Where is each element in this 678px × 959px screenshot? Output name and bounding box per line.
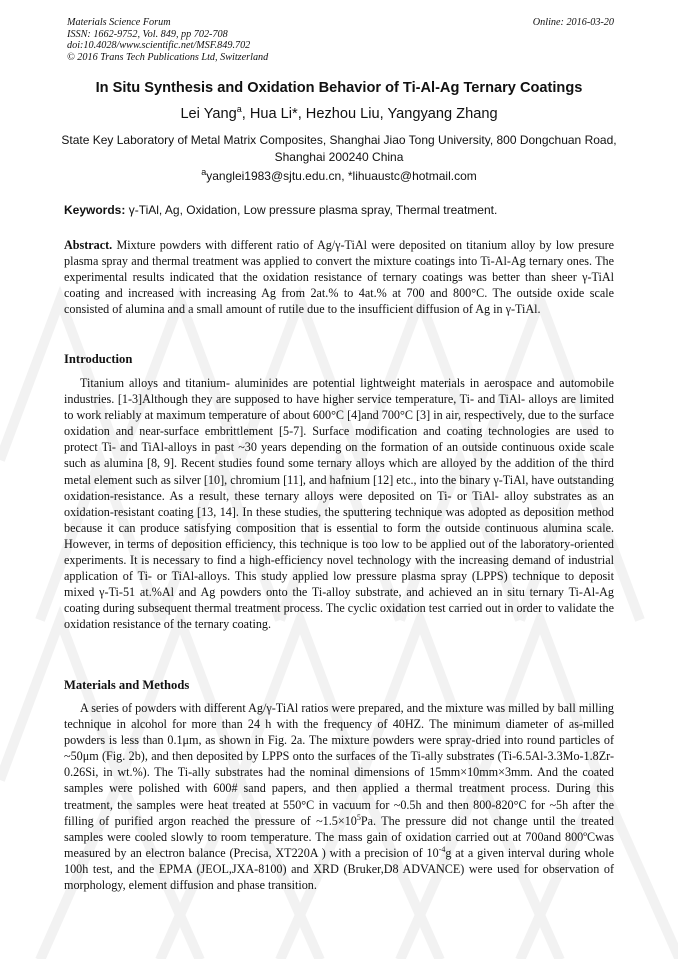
issn-line: ISSN: 1662-9752, Vol. 849, pp 702-708 xyxy=(67,28,228,40)
journal-header xyxy=(67,17,614,63)
methods-text-c: g at a given interval during whole 100h test, and the EPMA (JEOL,JXA-8100) and XRD (Bruker,D8 ADVANCE) were used for observation of morphology, element diffusion and phase transition. xyxy=(64,845,614,893)
email-text: yanglei1983@sjtu.edu.cn, *lihuaustc@hotmail.com xyxy=(206,169,477,183)
first-author: Lei Yang xyxy=(180,105,237,122)
abstract xyxy=(64,237,614,317)
author-emails xyxy=(40,167,638,183)
methods-sup-b: -4 xyxy=(438,844,446,854)
abstract-text: Mixture powders with different ratio of Ag/γ-TiAl were deposited on titanium alloy by low presure plasma spray and thermal treatment was applied to convert the mixture coatings into Ti-Al-Ag ternary ones. The experimental results indicated that the oxidation resistance of ternary coatings was better than sheer γ-TiAl coating and increased with increasing Ag from 2at.% to 4at.% at 700 and 800°C. The outside oxide scale consisted of alumina and a small amount of rutile due to the insufficient diffusion of Ag in γ-TiAl. xyxy=(64,238,614,317)
copyright-line: © 2016 Trans Tech Publications Ltd, Switzerland xyxy=(67,51,269,63)
methods-text-a: A series of powders with different Ag/γ-TiAl ratios were prepared, and the mixture was milled by ball milling technique in alcohol for more than 24 h with the frequency of 40HZ. The minimum diameter of as-milled powders is less than 0.1μm, as shown in Fig. 2a. The mixture powders were spray-dried into round particles of ~50μm (Fig. 2b), and then deposited by LPPS onto the surfaces of the Ti-ally substrates (Ti-6.5Al-3.3Mo-1.8Zr-0.26Si, in wt.%). The Ti-ally substrates had the nominal dimensions of 15mm×10mm×3mm. And the coated samples were polished with 600# sand papers, and then applied a thermal treatment process. During this treatment, the samples were heat treated at 550°C in vacuum for ~0.5h and then 800-820°C for ~5h after the filling of purified argon reached the pressure of ~1.5×10 xyxy=(64,701,614,828)
first-author-sup: a xyxy=(236,104,242,114)
keywords xyxy=(64,203,614,217)
paper-title: In Situ Synthesis and Oxidation Behavior of Ti-Al-Ag Ternary Coatings xyxy=(95,80,583,96)
methods-heading: Materials and Methods xyxy=(64,678,190,692)
methods-sup-a: 5 xyxy=(356,812,361,822)
keywords-text: γ-TiAl, Ag, Oxidation, Low pressure plasma spray, Thermal treatment. xyxy=(125,203,498,217)
abstract-label: Abstract. xyxy=(64,238,113,252)
journal-name: Materials Science Forum xyxy=(67,17,171,28)
online-date: Online: 2016-03-20 xyxy=(532,17,614,28)
affiliation: State Key Laboratory of Metal Matrix Composites, Shanghai Jiao Tong University, 800 Dongchuan Road, Shanghai 200240 China xyxy=(61,133,617,164)
doi-line: doi:10.4028/www.scientific.net/MSF.849.702 xyxy=(67,40,251,52)
author-list xyxy=(40,104,638,122)
methods-text-b: Pa. The pressure did not change until the treated samples were cooled slowly to room temperature. The mass gain of oxidation carried out at 700and 800ºCwas measured by an electron balance (Precisa, XT220A ) with a precision of 10 xyxy=(64,813,615,860)
introduction-text: Titanium alloys and titanium- aluminides are potential lightweight materials in aerospace and automobile industries. [1-3]Although they are supposed to have higher service temperature, Ti- and TiAl- alloys are limited to work reliably at maximum temperature of about 600°C [4]and 700°C [3] in air, respectively, due to the surface oxidation and near-surface embrittlement [5-7]. Surface modification and coating technologies are used to protect Ti- and TiAl-alloys in past ~30 years depending on the formation of an outside continuous oxide scale such as alumina [8, 9]. Recent studies found some ternary alloys which are alloyed by the addition of the third metal element such as silver [10], chromium [11], and hafnium [12] etc., into the binary γ-TiAl, have outstanding oxidation-resistance. As a result, these ternary alloys were deposited on Ti- or TiAl- alloy substrates as an oxidation-resistant coating [13, 14]. In these studies, the sputtering technique was adopted as deposition method because it can produce satisfying composition that is essential to form the outside continuous alumina scale. However, in terms of deposition efficiency, this technique is too low to be applied out of the laboratory-oriented experiments. It is necessary to find a high-efficiency novel technology with the increasing demand of industrial application of Ti- or TiAl-alloys. This study applied low pressure plasma spray (LPPS) technique to deposit mixed γ-Ti-51 at.%Al and Ag powders onto the Ti-alloy substrate, and achieved an in situ ternary Ti-Al-Ag coating during subsequent thermal treatment process. The cyclic oxidation test carried out in order to validate the oxidation resistance of the ternary coating. xyxy=(64,376,614,632)
methods-text xyxy=(64,700,614,893)
introduction-heading: Introduction xyxy=(64,352,133,366)
keywords-label: Keywords: xyxy=(64,203,126,217)
other-authors: , Hua Li*, Hezhou Liu, Yangyang Zhang xyxy=(241,105,498,122)
email-sup: a xyxy=(201,167,207,177)
